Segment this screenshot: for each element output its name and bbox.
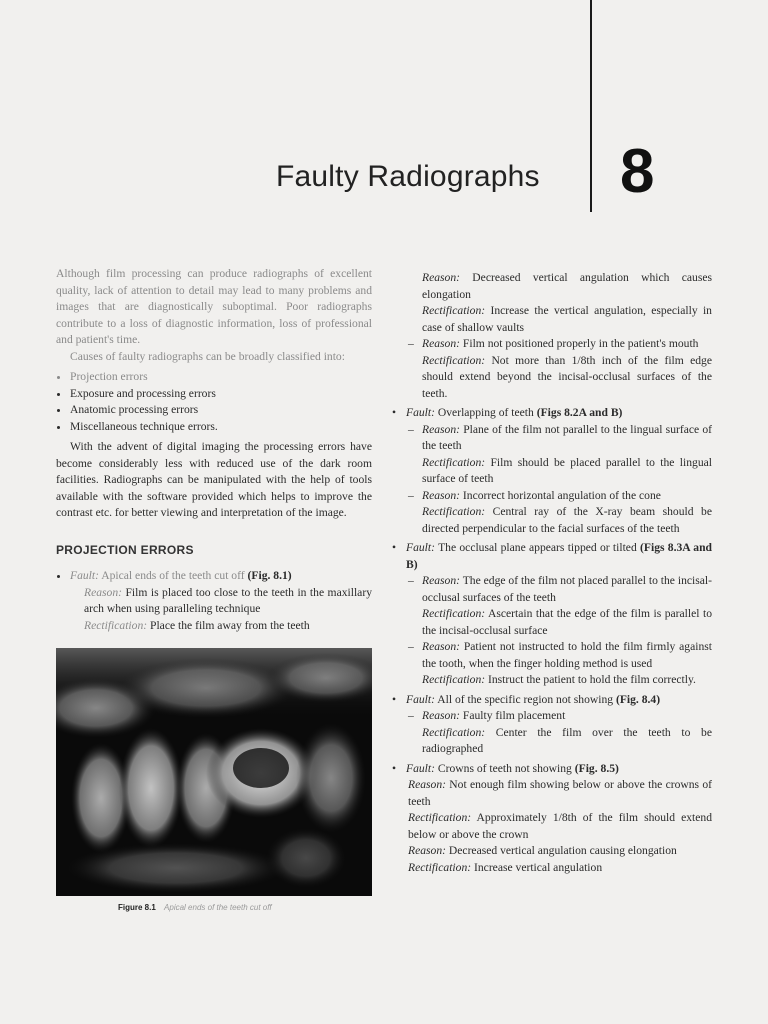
rectification-label: Rectification: bbox=[422, 725, 486, 739]
reason-item bbox=[392, 573, 712, 606]
rectification-line bbox=[392, 504, 712, 537]
rectification-line bbox=[70, 618, 372, 635]
rectification-text: Ascertain that the edge of the film is parallel to the incisal-occlusal surface bbox=[422, 607, 712, 637]
rectification-line bbox=[392, 810, 712, 843]
causes-intro: Causes of faulty radiographs can be broadly classified into: bbox=[70, 349, 345, 363]
fault-list bbox=[392, 405, 712, 422]
rectification-text: Place the film away from the teeth bbox=[150, 618, 310, 632]
reason-label: Reason: bbox=[408, 844, 446, 857]
rectification-line bbox=[392, 303, 712, 336]
radiograph-image bbox=[56, 648, 372, 896]
rectification-line bbox=[392, 606, 712, 639]
figure-label: Figure 8.1 bbox=[118, 903, 156, 912]
rectification-label: Rectification: bbox=[422, 607, 486, 620]
chapter-title: Faulty Radiographs bbox=[276, 160, 540, 193]
rectification-text: Center the film over the teeth to be radiographed bbox=[422, 725, 712, 755]
header-divider bbox=[590, 0, 592, 212]
fault-list bbox=[56, 568, 372, 634]
rectification-text: Not more than 1/8th inch of the film edge should extend beyond the incisal-occlusal surfaces of the teeth. bbox=[422, 353, 712, 400]
reason-label: Reason: bbox=[408, 778, 446, 791]
fault-list bbox=[392, 692, 712, 709]
rectification-text: Increase the vertical angulation, especially in case of shallow vaults bbox=[422, 304, 712, 334]
figure-caption-text: Apical ends of the teeth cut off bbox=[164, 903, 272, 912]
reason-list bbox=[392, 336, 712, 353]
reason-item bbox=[392, 422, 712, 455]
fault-label: Fault: bbox=[406, 406, 435, 419]
reason-text: Film not positioned properly in the patient's mouth bbox=[462, 337, 699, 350]
rectification-line bbox=[392, 672, 712, 689]
chapter-number: 8 bbox=[620, 137, 655, 206]
fault-label: Fault: bbox=[406, 692, 435, 706]
reason-line bbox=[70, 585, 372, 618]
fault-item bbox=[392, 405, 712, 422]
reason-text: Not enough film showing below or above the crowns of teeth bbox=[408, 778, 712, 808]
rectification-label: Rectification: bbox=[408, 860, 472, 874]
fault-text: The occlusal plane appears tipped or tilted bbox=[438, 541, 637, 554]
rectification-line bbox=[392, 725, 712, 758]
reason-item bbox=[392, 708, 712, 725]
fault-text: Apical ends of the teeth cut off bbox=[101, 569, 245, 582]
rectification-label: Rectification: bbox=[422, 455, 486, 469]
reason-label: Reason: bbox=[422, 640, 460, 653]
section-heading: PROJECTION ERRORS bbox=[56, 542, 194, 557]
right-column bbox=[392, 270, 712, 876]
cause-item: • Miscellaneous technique errors. bbox=[70, 419, 372, 436]
rectification-text: Film should be placed parallel to the lingual surface of teeth bbox=[422, 455, 712, 485]
reason-list bbox=[392, 422, 712, 455]
fault-list bbox=[392, 761, 712, 778]
reason-item bbox=[392, 488, 712, 505]
causes-list bbox=[56, 369, 372, 435]
fig-ref: (Figs 8.3A and B) bbox=[406, 541, 713, 571]
fault-label: Fault: bbox=[70, 569, 99, 582]
reason-text: Incorrect horizontal angulation of the cone bbox=[462, 488, 661, 502]
reason-text: Decreased vertical angulation which causes elongation bbox=[422, 271, 713, 301]
reason-label: Reason: bbox=[422, 574, 460, 587]
digital-paragraph: With the advent of digital imaging the processing errors have become considerably less with reduced use of the dark room facilities. Radiographs can be manipulated with the help of tools available with the software provided which helps to improve the contrast etc. for better viewing and interpretation of the image. bbox=[56, 440, 372, 519]
reason-line bbox=[392, 270, 712, 303]
reason-text: Film is placed too close to the teeth in the maxillary arch when using paralleling technique bbox=[84, 585, 372, 615]
fault-list bbox=[392, 540, 712, 573]
fault-text: Overlapping of teeth bbox=[437, 406, 534, 419]
fault-item bbox=[392, 761, 712, 778]
reason-label: Reason: bbox=[84, 585, 122, 599]
reason-text: Decreased vertical angulation causing elongation bbox=[448, 844, 677, 857]
reason-text: The edge of the film not placed parallel to the incisal-occlusal surfaces of the teeth bbox=[422, 574, 712, 604]
fault-item bbox=[392, 540, 712, 573]
reason-item bbox=[392, 639, 712, 672]
reason-line bbox=[392, 843, 712, 860]
reason-item bbox=[392, 336, 712, 353]
rectification-label: Rectification: bbox=[422, 353, 486, 367]
reason-label: Reason: bbox=[422, 488, 460, 502]
rectification-text: Central ray of the X-ray beam should be directed perpendicular to the facial surfaces of the teeth bbox=[422, 505, 712, 535]
reason-text: Faulty film placement bbox=[462, 709, 566, 722]
rectification-label: Rectification: bbox=[422, 304, 486, 317]
fig-ref: (Figs 8.2A and B) bbox=[536, 406, 623, 419]
fig-ref: (Fig. 8.1) bbox=[247, 569, 292, 582]
fault-item bbox=[392, 692, 712, 709]
rectification-line bbox=[392, 860, 712, 877]
rectification-label: Rectification: bbox=[84, 618, 148, 632]
reason-text: Patient not instructed to hold the film firmly against the tooth, when the finger holding method is used bbox=[422, 640, 713, 670]
rectification-text: Instruct the patient to hold the film correctly. bbox=[488, 673, 696, 686]
rectification-line bbox=[392, 353, 712, 403]
intro-paragraph: Although film processing can produce radiographs of excellent quality, lack of attention to detail may lead to many problems and images that are diagnostically suboptimal. Poor radiographs contribute to a loss of diagnostic information, loss of professional and patient's time. bbox=[56, 267, 372, 346]
fig-ref: (Fig. 8.4) bbox=[615, 692, 661, 706]
rectification-text: Approximately 1/8th of the film should extend below or above the crown bbox=[408, 811, 712, 841]
fault-text: All of the specific region not showing bbox=[437, 692, 614, 706]
cause-item: • Projection errors bbox=[70, 369, 372, 386]
left-column bbox=[56, 266, 372, 638]
reason-line bbox=[392, 777, 712, 810]
fig-ref: (Fig. 8.5) bbox=[574, 761, 619, 775]
radiograph-figure bbox=[56, 648, 372, 896]
cause-item: • Exposure and processing errors bbox=[70, 386, 372, 403]
reason-text: Plane of the film not parallel to the lingual surface of the teeth bbox=[422, 422, 712, 452]
reason-label: Reason: bbox=[422, 422, 460, 436]
rectification-text: Increase vertical angulation bbox=[474, 860, 603, 874]
figure-caption bbox=[118, 903, 272, 912]
reason-label: Reason: bbox=[422, 337, 460, 350]
reason-list bbox=[392, 573, 712, 606]
reason-label: Reason: bbox=[422, 709, 460, 722]
cause-item: • Anatomic processing errors bbox=[70, 402, 372, 419]
reason-list bbox=[392, 639, 712, 672]
reason-list bbox=[392, 488, 712, 505]
rectification-label: Rectification: bbox=[408, 811, 472, 824]
fault-text: Crowns of teeth not showing bbox=[437, 761, 572, 775]
reason-list bbox=[392, 708, 712, 725]
reason-label: Reason: bbox=[422, 271, 460, 284]
fault-label: Fault: bbox=[406, 761, 435, 775]
rectification-label: Rectification: bbox=[422, 673, 486, 686]
rectification-line bbox=[392, 455, 712, 488]
rectification-label: Rectification: bbox=[422, 505, 486, 518]
fault-label: Fault: bbox=[406, 541, 435, 554]
fault-item bbox=[70, 568, 372, 634]
